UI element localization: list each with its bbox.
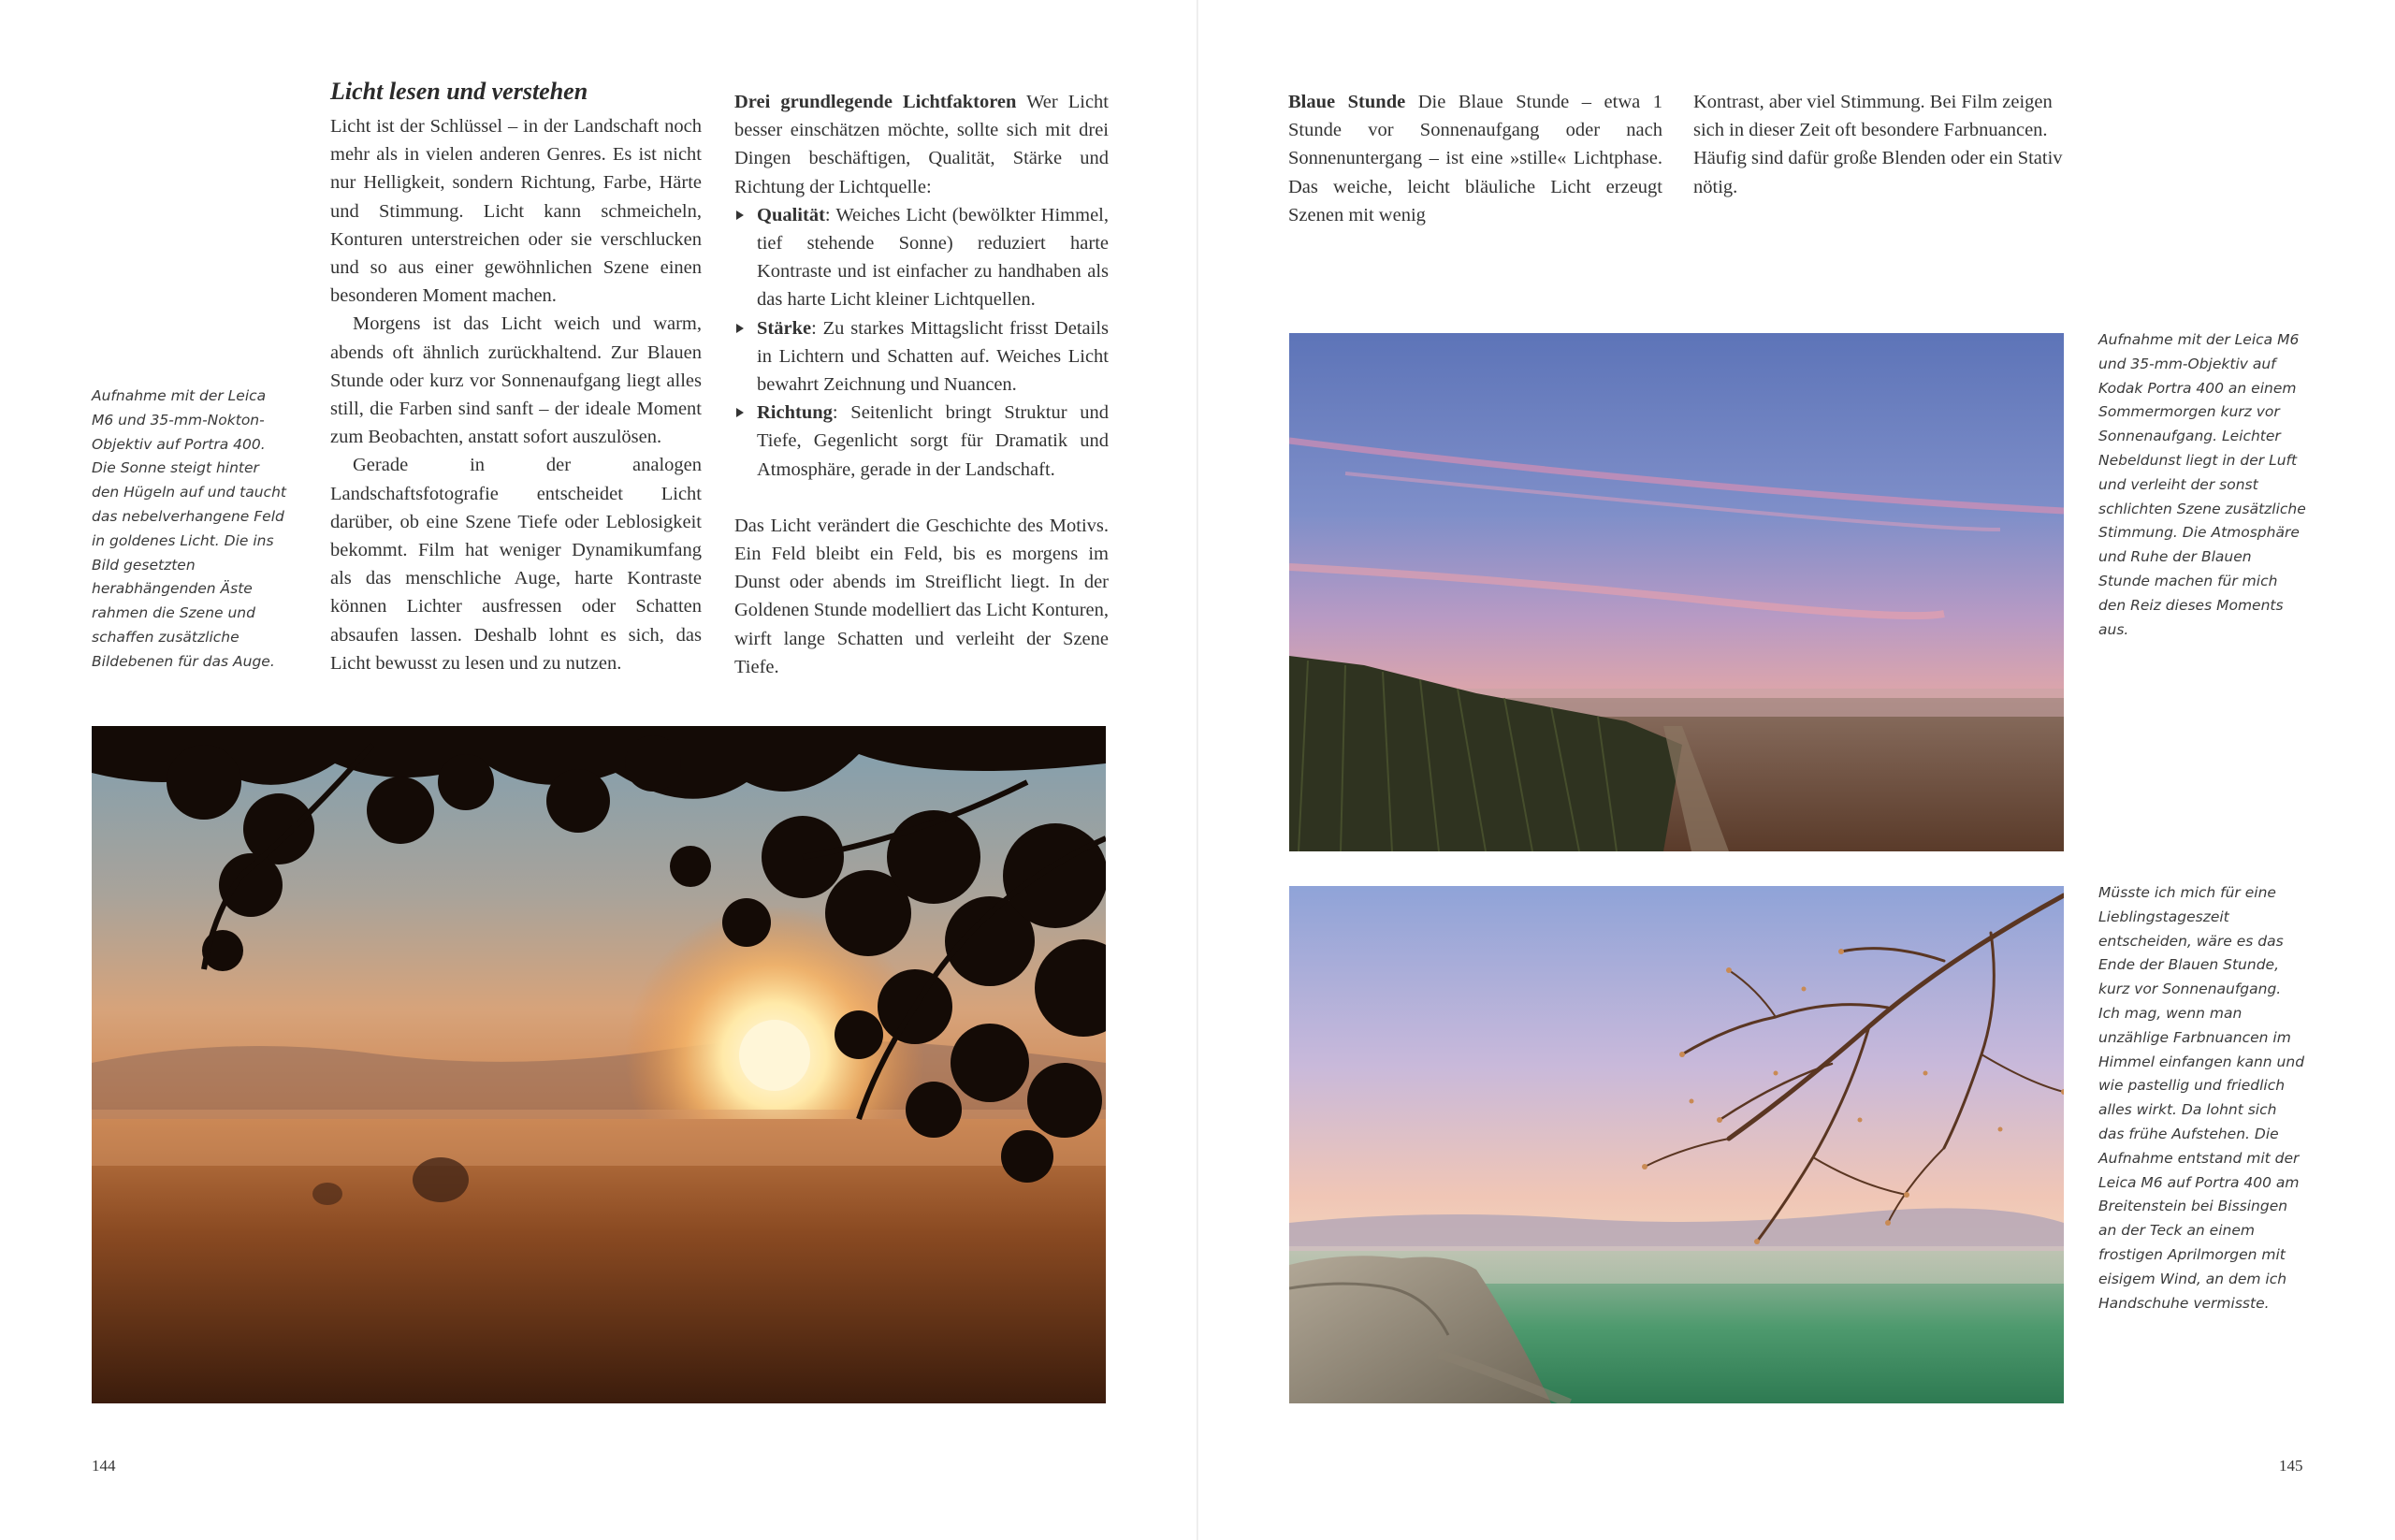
runin-heading: Blaue Stunde bbox=[1288, 92, 1406, 112]
bullet-list bbox=[734, 201, 1109, 484]
breitenstein-dawn-photo bbox=[1289, 886, 2064, 1403]
left-photo-caption: Aufnahme mit der Leica M6 und 35-mm-Nokton-Objektiv auf Portra 400. Die Sonne steigt hinter den Hügeln auf und taucht das nebelverhangene Feld in goldenes Licht. Die ins Bild gesetzten herabhängenden Äste rahmen die Szene und schaffen zusätzliche Bildebenen für das Auge. bbox=[92, 387, 286, 670]
bullet-triangle-icon bbox=[736, 211, 744, 220]
section-heading: Licht lesen und verstehen bbox=[330, 78, 588, 105]
list-item bbox=[734, 314, 1109, 400]
runin-heading: Drei grundlegende Lichtfaktoren bbox=[734, 92, 1017, 112]
sunrise-field-photo bbox=[92, 726, 1106, 1403]
page-number-left: 144 bbox=[92, 1457, 116, 1475]
list-item bbox=[734, 201, 1109, 314]
bullet-term: Stärke bbox=[757, 317, 812, 339]
bullet-text: : Zu starkes Mittagslicht frisst Details in Lichtern und Schatten auf. Weiches Licht bewahrt Zeichnung und Nuancen. bbox=[757, 317, 1109, 396]
bullet-triangle-icon bbox=[736, 408, 744, 417]
blue-hour-field-photo bbox=[1289, 333, 2064, 851]
paragraph: Licht ist der Schlüssel – in der Landschaft noch mehr als in vielen anderen Genres. Es ist nicht nur Helligkeit, sondern Richtung, Farbe, Härte und Stimmung. Licht kann schmeicheln, Konturen unterstreichen oder sie verschlucken und so aus einer gewöhnlichen Szene einen besonderen Moment machen. bbox=[330, 116, 702, 307]
right-column-1 bbox=[1288, 88, 1662, 229]
paragraph: Gerade in der analogen Landschaftsfotografie entscheidet Licht darüber, ob eine Szene Tiefe oder Leblosigkeit bekommt. Film hat weniger Dynamikumfang als das menschliche Auge, harte Kontraste können Lichter ausfressen oder Schatten absaufen lassen. Deshalb lohnt es sich, das Licht bewusst zu lesen und zu nutzen. bbox=[330, 455, 702, 674]
paragraph-text: Die Blaue Stunde – etwa 1 Stunde vor Sonnenaufgang oder nach Sonnenuntergang – ist eine »stille« Lichtphase. Das weiche, leicht bläuliche Licht erzeugt Szenen mit wenig bbox=[1288, 92, 1663, 225]
paragraph: Kontrast, aber viel Stimmung. Bei Film zeigen sich in dieser Zeit oft besondere Farbnuancen. Häufig sind dafür große Blenden oder ein Stativ nötig. bbox=[1693, 92, 2063, 197]
paragraph bbox=[734, 88, 1109, 201]
bullet-triangle-icon bbox=[736, 324, 744, 333]
right-column-2 bbox=[1693, 88, 2068, 201]
bullet-text: : Seitenlicht bringt Struktur und Tiefe, Gegenlicht sorgt für Dramatik und Atmosphäre, gerade in der Landschaft. bbox=[757, 402, 1109, 480]
blue-hour-caption: Aufnahme mit der Leica M6 und 35-mm-Objektiv auf Kodak Portra 400 an einem Sommermorgen kurz vor Sonnenaufgang. Leichter Nebeldunst liegt in der Luft und verleiht der sonst schlichten Szene zusätzliche Stimmung. Die Atmosphäre und Ruhe der Blauen Stunde machen für mich den Reiz dieses Moments aus. bbox=[2098, 331, 2306, 638]
left-column-1 bbox=[330, 75, 702, 677]
list-item bbox=[734, 399, 1109, 484]
paragraph bbox=[1288, 88, 1662, 229]
bullet-text: : Weiches Licht (bewölkter Himmel, tief stehende Sonne) reduziert harte Kontraste und ist einfacher zu handhaben als das harte Licht kleiner Lichtquellen. bbox=[757, 204, 1109, 311]
gutter bbox=[1197, 0, 1198, 1540]
paragraph: Das Licht verändert die Geschichte des Motivs. Ein Feld bleibt ein Feld, bis es morgens im Dunst oder abends im Streiflicht liegt. In der Goldenen Stunde modelliert das Licht Konturen, wirft lange Schatten und verleiht der Szene Tiefe. bbox=[734, 515, 1109, 677]
bullet-term: Richtung bbox=[757, 402, 833, 424]
breitenstein-caption: Müsste ich mich für eine Lieblingstageszeit entscheiden, wäre es das Ende der Blauen Stunde, kurz vor Sonnenaufgang. Ich mag, wenn man unzählige Farbnuancen im Himmel einfangen kann und wie pastellig und friedlich alles wirkt. Da lohnt sich das frühe Aufstehen. Die Aufnahme entstand mit der Leica M6 auf Portra 400 am Breitenstein bei Bissingen an der Teck an einem frostigen Aprilmorgen mit eisigem Wind, an dem ich Handschuhe vermisste. bbox=[2098, 884, 2305, 1312]
left-column-2 bbox=[734, 88, 1109, 681]
page-number-right: 145 bbox=[2279, 1457, 2303, 1475]
paragraph: Morgens ist das Licht weich und warm, abends oft ähnlich zurückhaltend. Zur Blauen Stunde oder kurz vor Sonnenaufgang liegt alles still, die Farben sind sanft – der ideale Moment zum Beobachten, anstatt sofort auszulösen. bbox=[330, 313, 702, 448]
paragraph-text: Wer Licht besser einschätzen möchte, sollte sich mit drei Dingen beschäftigen, Qualität, Stärke und Richtung der Lichtquelle: bbox=[734, 92, 1110, 197]
bullet-term: Qualität bbox=[757, 204, 825, 225]
